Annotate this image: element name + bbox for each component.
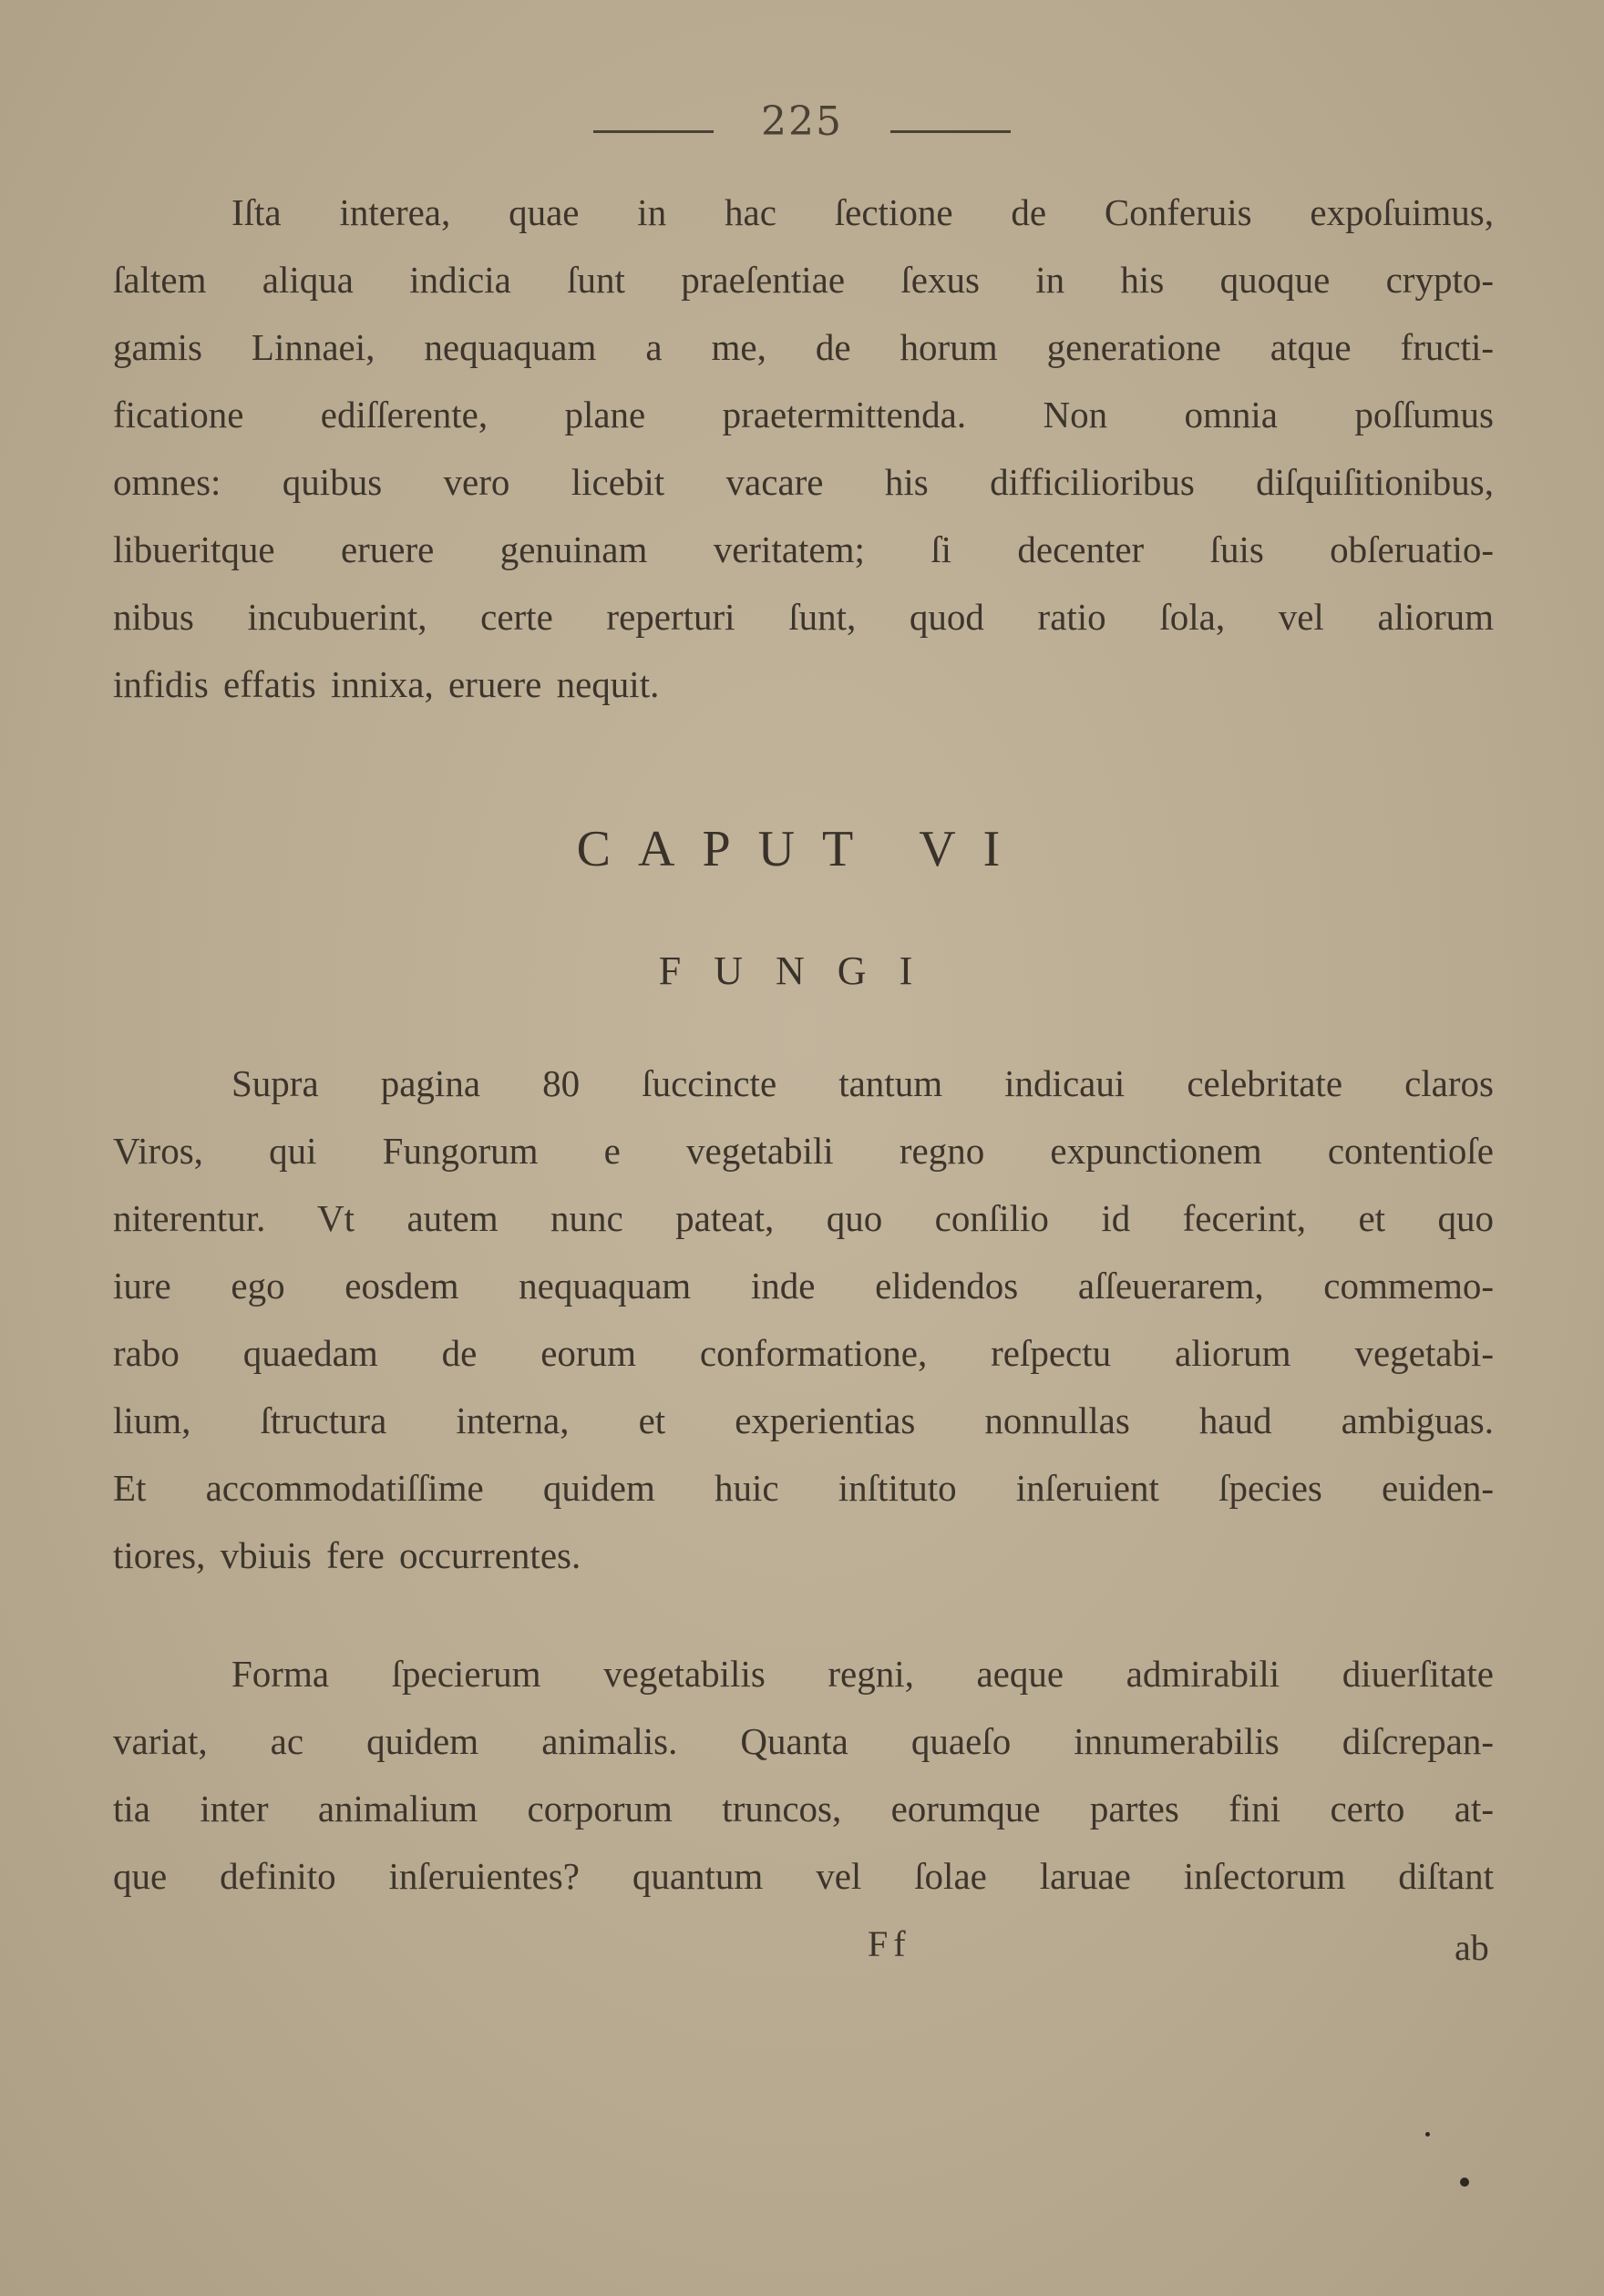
paragraph-1 bbox=[113, 179, 1494, 718]
chapter-title: CAPUT VI bbox=[576, 821, 1028, 877]
signature-mark: Ff bbox=[868, 1923, 911, 1964]
header-rule-right bbox=[890, 130, 1011, 133]
page-footer bbox=[0, 1922, 1604, 1977]
paragraph-2 bbox=[113, 1050, 1494, 1589]
text-line: niterentur. Vt autem nunc pateat, quo conſilio id fecerint, et quo bbox=[113, 1197, 1494, 1239]
text-line: libueritque eruere genuinam veritatem; ſi decenter ſuis obſeruatio- bbox=[113, 528, 1494, 570]
text-line: infidis effatis innixa, eruere nequit. bbox=[113, 663, 660, 705]
text-line: Supra pagina 80 ſuccincte tantum indicaui celebritate claros bbox=[231, 1062, 1494, 1104]
text-line: lium, ſtructura interna, et experientias nonnullas haud ambiguas. bbox=[113, 1399, 1494, 1441]
text-line: tiores, vbiuis fere occurrentes. bbox=[113, 1534, 581, 1576]
text-line: Forma ſpecierum vegetabilis regni, aeque admirabili diuerſitate bbox=[231, 1653, 1494, 1695]
text-line: iure ego eosdem nequaquam inde elidendos aſſeuerarem, commemo- bbox=[113, 1265, 1494, 1307]
text-line: ficatione ediſſerente, plane praetermittenda. Non omnia poſſumus bbox=[113, 394, 1494, 436]
chapter-subtitle: FUNGI bbox=[658, 948, 946, 993]
text-line: variat, ac quidem animalis. Quanta quaeſo innumerabilis diſcrepan- bbox=[113, 1720, 1494, 1762]
text-line: omnes: quibus vero licebit vacare his difficilioribus diſquiſitionibus, bbox=[113, 461, 1494, 503]
text-line: que definito inſeruientes? quantum vel ſolae laruae inſectorum diſtant bbox=[113, 1855, 1494, 1897]
text-line: Viros, qui Fungorum e vegetabili regno expunctionem contentioſe bbox=[113, 1130, 1494, 1172]
header-rule-left bbox=[593, 130, 714, 133]
page-header bbox=[0, 98, 1604, 145]
page-number: 225 bbox=[761, 98, 843, 145]
catchword: ab bbox=[1455, 1927, 1489, 1968]
paragraph-3 bbox=[113, 1640, 1494, 1910]
text-line: gamis Linnaei, nequaquam a me, de horum generatione atque fructi- bbox=[113, 326, 1494, 368]
text-line: ſaltem aliqua indicia ſunt praeſentiae ſexus in his quoque crypto- bbox=[113, 259, 1494, 301]
text-line: rabo quaedam de eorum conformatione, reſpectu aliorum vegetabi- bbox=[113, 1332, 1494, 1374]
text-line: tia inter animalium corporum truncos, eorumque partes fini certo at- bbox=[113, 1788, 1494, 1830]
ink-speck bbox=[1425, 2132, 1430, 2137]
text-line: nibus incubuerint, certe reperturi ſunt, quod ratio ſola, vel aliorum bbox=[113, 596, 1494, 638]
text-line: Iſta interea, quae in hac ſectione de Conferuis expoſuimus, bbox=[231, 191, 1494, 233]
ink-speck bbox=[1460, 2178, 1469, 2187]
text-line: Et accommodatiſſime quidem huic inſtituto inſeruient ſpecies euiden- bbox=[113, 1467, 1494, 1509]
